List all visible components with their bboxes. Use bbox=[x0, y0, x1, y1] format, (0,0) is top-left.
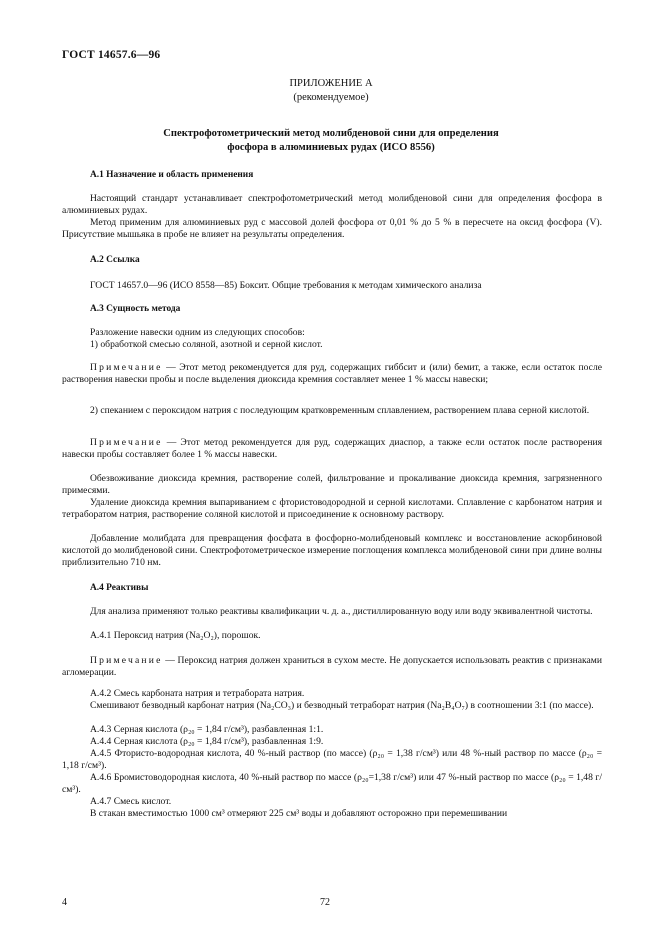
page-number-left: 4 bbox=[62, 897, 67, 908]
a3-paragraph-4: Обезвоживание диоксида кремния, растворение солей, фильтрование и прокаливание диоксида кремния, загрязненного примесями. bbox=[62, 473, 602, 496]
a4-reagent-6: А.4.6 Бромистоводородная кислота, 40 %-ный раствор по массе (ρ₂₀=1,38 г/см³) или 47 %-ный раствор по массе (ρ₂₀ = 1,48 г/см³). bbox=[62, 772, 602, 795]
a3-note-1 bbox=[62, 362, 602, 386]
a4-reagent-2: А.4.2 Смесь карбоната натрия и тетрабората натрия. bbox=[90, 688, 305, 699]
a3-paragraph-1: Разложение навески одним из следующих способов: bbox=[90, 327, 305, 338]
a1-paragraph-2: Метод применим для алюминиевых руд с массовой долей фосфора от 0,01 % до 5 % в пересчете на оксид фосфора (V). Присутствие мышьяка в пробе не влияет на результаты определения. bbox=[62, 217, 602, 240]
a4-reagent-4: А.4.4 Серная кислота (ρ₂₀ = 1,84 г/см³), разбавленная 1:9. bbox=[90, 736, 324, 747]
a4-note-3 bbox=[62, 655, 602, 679]
a4-reagent-7: А.4.7 Смесь кислот. bbox=[90, 796, 172, 807]
section-heading-a2: А.2 Ссылка bbox=[90, 255, 140, 265]
a2-reference-text: ГОСТ 14657.0—96 (ИСО 8558—85) Боксит. Общие требования к методам химического анализа bbox=[90, 280, 482, 291]
a3-paragraph-6: Добавление молибдата для превращения фосфата в фосфорно-молибденовый комплекс и восстановление аскорбиновой кислотой до молибденовой сини. Спектрофотометрическое измерение поглощения комплекса молибденовой сини при длине волны приблизительно 710 нм. bbox=[62, 533, 602, 568]
a3-paragraph-2: 1) обработкой смесью соляной, азотной и серной кислот. bbox=[90, 339, 323, 350]
a4-reagent-1: А.4.1 Пероксид натрия (Na₂O₂), порошок. bbox=[90, 630, 261, 641]
a3-paragraph-5: Удаление диоксида кремния выпариванием с фтористоводородной и серной кислотами. Сплавление с карбонатом натрия и тетраборатом натрия, растворение соляной кислотой и присоединение к основному раствору. bbox=[62, 497, 602, 520]
a4-paragraph-1: Для анализа применяют только реактивы квалификации ч. д. а., дистиллированную воду или воду эквивалентной чистоты. bbox=[90, 606, 593, 617]
note-label: Примечание bbox=[90, 437, 163, 448]
a4-reagent-3: А.4.3 Серная кислота (ρ₂₀ = 1,84 г/см³), разбавленная 1:1. bbox=[90, 724, 324, 735]
section-heading-a1: А.1 Назначение и область применения bbox=[90, 170, 254, 180]
a1-paragraph-1: Настоящий стандарт устанавливает спектрофотометрический метод молибденовой сини для определения фосфора в алюминиевых рудах. bbox=[62, 193, 602, 216]
section-heading-a3: А.3 Сущность метода bbox=[90, 304, 181, 314]
main-title-line-2: фосфора в алюминиевых рудах (ИСО 8556) bbox=[227, 142, 435, 153]
page-number-center: 72 bbox=[320, 897, 330, 908]
note-text: — Пероксид натрия должен храниться в сухом месте. Не допускается использовать реактив с признаками агломерации. bbox=[62, 655, 602, 678]
main-title bbox=[62, 127, 600, 155]
note-text: — Этот метод рекомендуется для руд, содержащих гиббсит и (или) бемит, а также, если остаток после растворения навески пробы и после выделения диоксида кремния составляет менее 1 % массы навески; bbox=[62, 362, 602, 385]
document-header: ГОСТ 14657.6—96 bbox=[62, 49, 161, 61]
note-text: — Этот метод рекомендуется для руд, содержащих диаспор, а также если остаток после растворения навески пробы составляет более 1 % массы навески. bbox=[62, 437, 602, 460]
a4-reagent-5: А.4.5 Фтористо-водородная кислота, 40 %-ный раствор (по массе) (ρ₂₀ = 1,38 г/см³) или 48 %-ный раствор по массе (ρ₂₀ = 1,18 г/см³). bbox=[62, 748, 602, 771]
a3-note-2 bbox=[62, 437, 602, 461]
section-heading-a4: А.4 Реактивы bbox=[90, 583, 149, 593]
note-label: Примечание bbox=[90, 362, 163, 373]
a3-paragraph-3: 2) спеканием с пероксидом натрия с последующим кратковременным сплавлением, растворением плава серной кислотой. bbox=[90, 405, 590, 416]
a4-reagent-2-text: Смешивают безводный карбонат натрия (Na₂CO₃) и безводный тетраборат натрия (Na₂B₄O₇) в соотношении 3:1 (по массе). bbox=[90, 700, 594, 711]
appendix-subtitle: (рекомендуемое) bbox=[293, 92, 369, 103]
note-label: Примечание bbox=[90, 655, 163, 666]
main-title-line-1: Спектрофотометрический метод молибденовой сини для определения bbox=[163, 128, 499, 139]
a4-reagent-7-text: В стакан вместимостью 1000 см³ отмеряют 225 см³ воды и добавляют осторожно при перемешивании bbox=[90, 808, 508, 819]
appendix-title: ПРИЛОЖЕНИЕ А bbox=[289, 78, 373, 89]
